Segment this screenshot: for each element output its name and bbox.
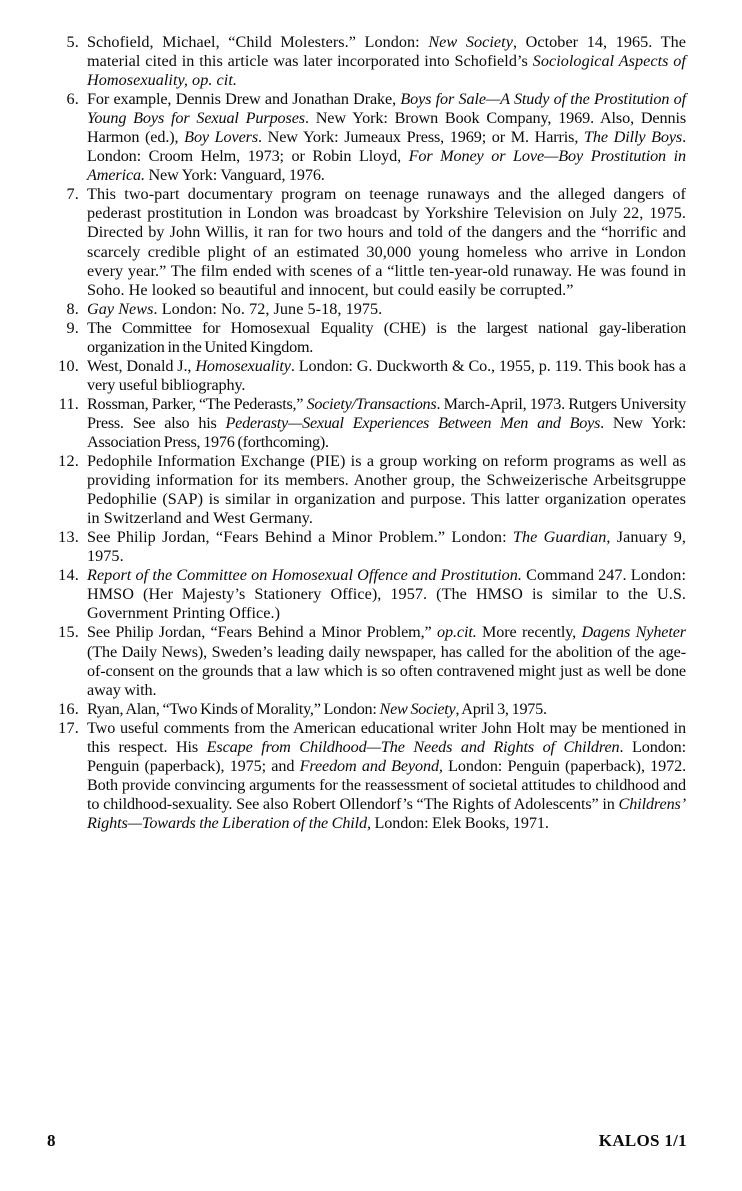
endnote-run: Ryan, Alan, “Two Kinds of Morality,” London: [87,699,380,718]
endnote-title-italic: Boys for Sale—A Study of the Prostitution of Young Boys for Sexual Purposes [87,90,687,128]
endnote-number: 16. [58,699,79,718]
endnote-text [87,395,686,452]
endnote-item [57,300,686,319]
endnote-title-italic: Escape from Childhood—The Needs and Rights of Children [206,737,620,756]
endnote-run: . March-April, 1973. Rutgers University Press. See also his [87,394,686,432]
endnote-title-italic: Society/Transactions [306,394,437,413]
endnote-item [57,395,686,452]
endnote-number: 9. [66,318,79,337]
endnote-text [87,719,686,833]
endnote-number: 13. [58,528,79,547]
endnote-run: This two-part documentary program on teenage runaways and the alleged dangers of pederast prostitution in London was broadcast by Yorkshire Television on July 22, 1975. Directed by John Willis, it ran for two hours and told of the dangers and the “horrific and scarcely credible plight of an estimated 30,000 young homeless who arrive in London every year.” The film ended with scenes of a “little ten-year-old runaway. He was found in Soho. He looked so beautiful and innocent, but could easily be corrupted.” [87,185,686,299]
endnote-run: . London: Penguin (paperback), 1975; and [87,737,686,775]
endnote-run: The Committee for Homosexual Equality (CHE) is the largest national gay-liberation organization in the United Kingdom. [87,318,686,356]
endnote-text [87,700,686,719]
endnote-text [87,528,686,566]
endnote-item [57,452,686,528]
endnote-run: (The Daily News), Sweden’s leading daily newspaper, has called for the abolition of the age-of-consent on the grounds that a law which is so often contravened might just as well be done away with. [87,642,686,699]
endnote-number: 12. [58,452,79,471]
endnote-title-italic: New Society [428,33,513,51]
endnote-number: 15. [58,623,79,642]
endnote-title-italic: Gay News [87,299,154,318]
endnote-run: , April 3, 1975. [455,699,547,718]
endnote-title-italic: Freedom and Beyond, [299,756,443,775]
endnote-number: 5. [66,33,79,51]
endnote-run: . New York: Brown Book Company, 1969. Also, Dennis Harmon (ed.), [87,109,686,147]
endnote-run: . London: Croom Helm, 1973; or Robin Lloyd, [87,128,687,166]
endnote-number: 14. [58,566,79,585]
endnote-number: 6. [66,90,79,109]
endnote-run: London: Penguin (paperback), 1972. Both provide convincing arguments for the reassessment of societal attitudes to childhood and to childhood-sexuality. See also Robert Ollendorf’s “The Rights of Adolescents” in [87,756,686,813]
endnote-number: 7. [66,185,79,204]
endnote-item [57,357,686,395]
endnote-title-italic: Boy Lovers [184,128,259,147]
endnote-title-italic: The Dilly Boys [584,128,683,147]
endnote-run: . London: No. 72, June 5-18, 1975. [153,299,383,318]
endnote-number: 10. [58,356,79,375]
endnote-number: 8. [66,299,79,318]
endnote-run: West, Donald J., [87,356,196,375]
endnote-item [57,319,686,357]
endnote-title-italic: Dagens Nyheter [581,623,686,642]
endnote-item [57,33,686,90]
endnote-number: 17. [58,718,79,737]
page-footer [47,1131,695,1151]
endnote-run: . London: G. Duckworth & Co., 1955, p. 119. This book has a very useful bibliography. [87,356,686,394]
endnote-item [57,185,686,299]
page-number: 8 [47,1131,56,1150]
endnote-number: 11. [58,394,79,413]
endnote-title-italic: Sociological Aspects of Homosexuality, op. cit. [87,52,686,90]
endnote-run: Pedophile Information Exchange (PIE) is a group working on reform programs as well as providing information for its members. Another group, the Schweizerische Arbeitsgruppe Pedophilie (SAP) is similar in organization and purpose. This latter organization operates in Switzerland and West Germany. [87,452,686,528]
endnote-run: Schofield, Michael, “Child Molesters.” London: [87,33,429,51]
endnote-run: Rossman, Parker, “The Pederasts,” [87,394,307,413]
endnote-text [87,566,686,623]
endnote-run: See Philip Jordan, “Fears Behind a Minor Problem,” [87,623,438,642]
endnote-title-italic: For Money or Love—Boy Prostitution in America. [87,147,686,185]
endnote-text [87,319,686,357]
endnote-run: For example, Dennis Drew and Jonathan Drake, [87,90,401,109]
endnote-title-italic: Report of the Committee on Homosexual Offence and Prostitution. [87,566,523,585]
endnote-text [87,452,686,528]
endnote-text [87,623,686,699]
endnote-title-italic: Childrens’ Rights—Towards the Liberation of the Child, [87,794,686,832]
endnote-text [87,90,686,185]
endnote-text [87,185,686,299]
endnote-item [57,700,686,719]
endnote-run: . New York: Association Press, 1976 (forthcoming). [87,413,686,451]
endnote-item [57,719,686,833]
endnote-title-italic: Homosexuality [195,356,291,375]
endnote-item [57,90,686,185]
endnote-text [87,33,686,90]
endnote-text [87,357,686,395]
endnote-title-italic: Pederasty—Sexual Experiences Between Men and Boys [225,413,601,432]
endnote-item [57,566,686,623]
endnote-run: . New York: Jumeaux Press, 1969; or M. Harris, [258,128,584,147]
endnote-item [57,623,686,699]
endnote-item [57,528,686,566]
endnote-run: See Philip Jordan, “Fears Behind a Minor Problem.” London: [87,528,513,547]
endnote-run: London: Elek Books, 1971. [370,813,549,832]
endnote-run: , October 14, 1965. The material cited in this article was later incorporated into Schofield’s [87,33,686,71]
endnote-run: New York: Vanguard, 1976. [144,166,325,185]
endnote-title-italic: op.cit. [437,623,477,642]
endnote-run: Two useful comments from the American educational writer John Holt may be mentioned in this respect. His [87,718,686,756]
endnote-run: Command 247. London: HMSO (Her Majesty’s Stationery Office), 1957. (The HMSO is similar to the U.S. Government Printing Office.) [87,566,686,623]
endnote-title-italic: The Guardian [512,528,607,547]
endnotes-list [57,33,686,833]
running-head: KALOS 1/1 [598,1131,687,1150]
endnote-title-italic: New Society [379,699,456,718]
endnote-run: More recently, [476,623,582,642]
endnote-text [87,300,686,319]
endnote-run: , January 9, 1975. [87,528,686,566]
